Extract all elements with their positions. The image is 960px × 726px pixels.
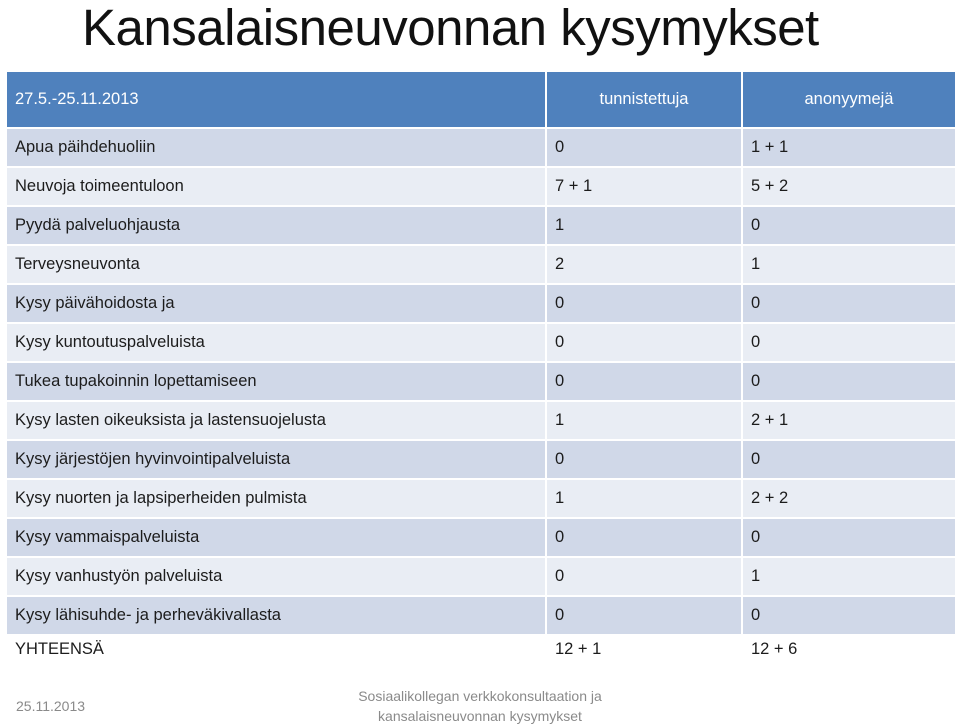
row-identified: 1 [546, 479, 742, 518]
row-label: Pyydä palveluohjausta [6, 206, 546, 245]
row-anonymous: 0 [742, 596, 956, 635]
row-label: Tukea tupakoinnin lopettamiseen [6, 362, 546, 401]
table-row [6, 206, 956, 245]
table-row [6, 479, 956, 518]
table-total-row [6, 635, 956, 678]
row-anonymous: 5 + 2 [742, 167, 956, 206]
total-identified: 12 + 1 [546, 635, 742, 678]
table-row [6, 323, 956, 362]
footer-caption [320, 686, 640, 726]
table-row [6, 167, 956, 206]
row-identified: 7 + 1 [546, 167, 742, 206]
row-label: Kysy lähisuhde- ja perheväkivallasta [6, 596, 546, 635]
row-anonymous: 1 + 1 [742, 128, 956, 167]
row-identified: 2 [546, 245, 742, 284]
footer-caption-line1: Sosiaalikollegan verkkokonsultaation ja [358, 688, 602, 704]
row-identified: 0 [546, 284, 742, 323]
table-row [6, 440, 956, 479]
table-row [6, 362, 956, 401]
footer-date: 25.11.2013 [16, 698, 86, 714]
row-identified: 0 [546, 557, 742, 596]
row-anonymous: 0 [742, 518, 956, 557]
questions-table [5, 70, 957, 679]
row-label: Kysy vanhustyön palveluista [6, 557, 546, 596]
row-anonymous: 1 [742, 245, 956, 284]
header-period: 27.5.-25.11.2013 [6, 71, 546, 128]
row-anonymous: 1 [742, 557, 956, 596]
table-row [6, 128, 956, 167]
header-identified: tunnistettuja [546, 71, 742, 128]
slide-title: Kansalaisneuvonnan kysymykset [82, 0, 819, 56]
row-label: Apua päihdehuoliin [6, 128, 546, 167]
total-anonymous: 12 + 6 [742, 635, 956, 678]
row-identified: 0 [546, 128, 742, 167]
row-identified: 0 [546, 596, 742, 635]
table-row [6, 284, 956, 323]
table-header-row [6, 71, 956, 128]
table-row [6, 596, 956, 635]
row-identified: 0 [546, 362, 742, 401]
row-label: Kysy vammaispalveluista [6, 518, 546, 557]
table-row [6, 245, 956, 284]
row-anonymous: 2 + 1 [742, 401, 956, 440]
row-anonymous: 0 [742, 323, 956, 362]
row-identified: 1 [546, 401, 742, 440]
row-label: Kysy päivähoidosta ja [6, 284, 546, 323]
row-anonymous: 0 [742, 440, 956, 479]
table-row [6, 401, 956, 440]
header-anonymous: anonyymejä [742, 71, 956, 128]
table-row [6, 518, 956, 557]
row-label: Kysy kuntoutuspalveluista [6, 323, 546, 362]
row-label: Terveysneuvonta [6, 245, 546, 284]
row-label: Kysy nuorten ja lapsiperheiden pulmista [6, 479, 546, 518]
row-label: Kysy järjestöjen hyvinvointipalveluista [6, 440, 546, 479]
footer-caption-line2: kansalaisneuvonnan kysymykset [378, 708, 582, 724]
row-identified: 0 [546, 323, 742, 362]
row-label: Kysy lasten oikeuksista ja lastensuojelusta [6, 401, 546, 440]
row-label: Neuvoja toimeentuloon [6, 167, 546, 206]
table-row [6, 557, 956, 596]
row-anonymous: 0 [742, 206, 956, 245]
total-label: YHTEENSÄ [6, 635, 546, 678]
row-identified: 0 [546, 440, 742, 479]
row-anonymous: 0 [742, 362, 956, 401]
row-identified: 0 [546, 518, 742, 557]
row-identified: 1 [546, 206, 742, 245]
row-anonymous: 0 [742, 284, 956, 323]
row-anonymous: 2 + 2 [742, 479, 956, 518]
